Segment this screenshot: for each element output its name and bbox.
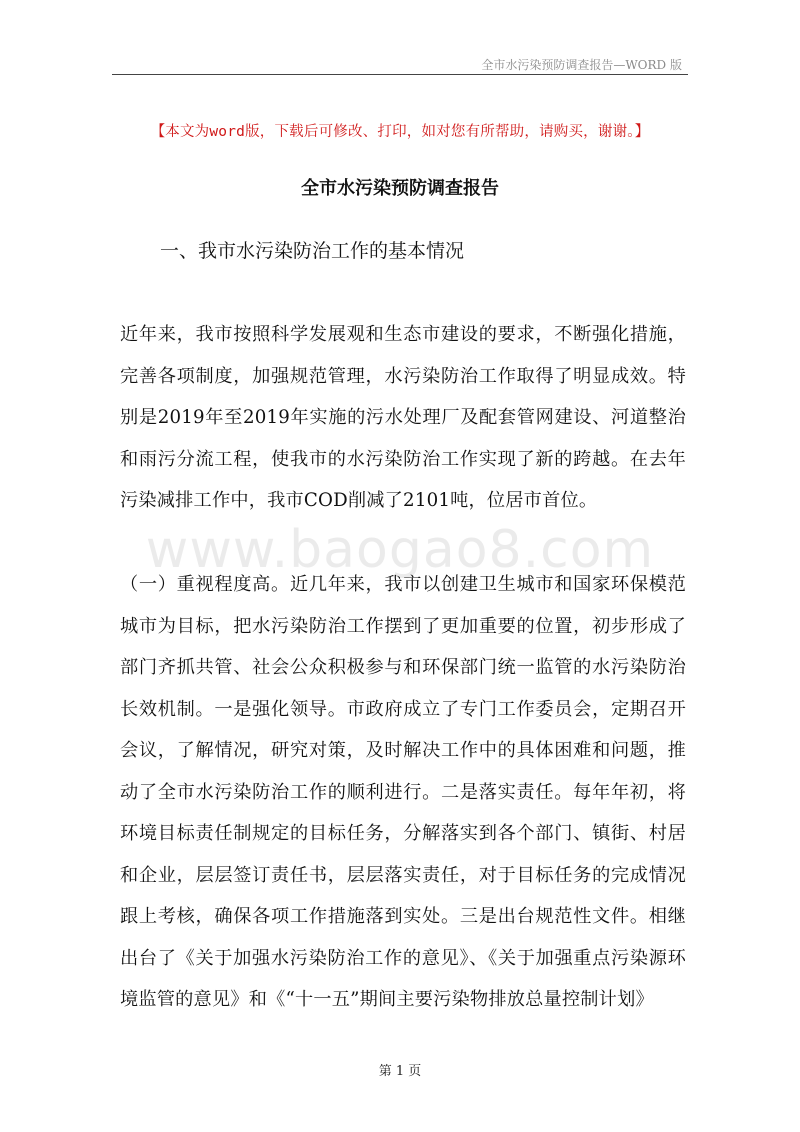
body-paragraph: （一）重视程度高。近几年来，我市以创建卫生城市和国家环保模范城市为目标，把水污染防治工作摆到了更加重要的位置，初步形成了部门齐抓共管、社会公众积极参与和环保部门统一监管的水污染防治长效机制。一是强化领导。市政府成立了专门工作委员会，定期召开会议，了解情况，研究对策，及时解决工作中的具体困难和问题，推动了全市水污染防治工作的顺利进行。二是落实责任。每年年初，将环境目标责任制规定的目标任务，分解落实到各个部门、镇街、村居和企业，层层签订责任书，层层落实责任，对于目标任务的完成情况跟上考核，确保各项工作措施落到实处。三是出台规范性文件。相继出台了《关于加强水污染防治工作的意见》、《关于加强重点污染源环境监管的意见》和《“十一五”期间主要污染物排放总量控制计划》: [120, 574, 686, 1010]
section-heading: 一、我市水污染防治工作的基本情况: [160, 240, 465, 262]
download-notice: 【本文为word版，下载后可修改、打印，如对您有所帮助，请购买，谢谢。】: [150, 124, 650, 140]
body-paragraph: 近年来，我市按照科学发展观和生态市建设的要求，不断强化措施，完善各项制度，加强规范管理，水污染防治工作取得了明显成效。特别是2019年至2019年实施的污水处理厂及配套管网建设、河道整治和雨污分流工程，使我市的水污染防治工作实现了新的跨越。在去年污染减排工作中，我市COD削减了2101吨，位居市首位。: [120, 324, 686, 511]
running-header: 全市水污染预防调查报告—WORD 版: [481, 58, 682, 72]
document-title: 全市水污染预防调查报告: [301, 178, 499, 199]
header-divider: [112, 74, 688, 75]
watermark: www.baogao8.com: [145, 520, 655, 580]
page-number: 第 1 页: [378, 1064, 422, 1079]
